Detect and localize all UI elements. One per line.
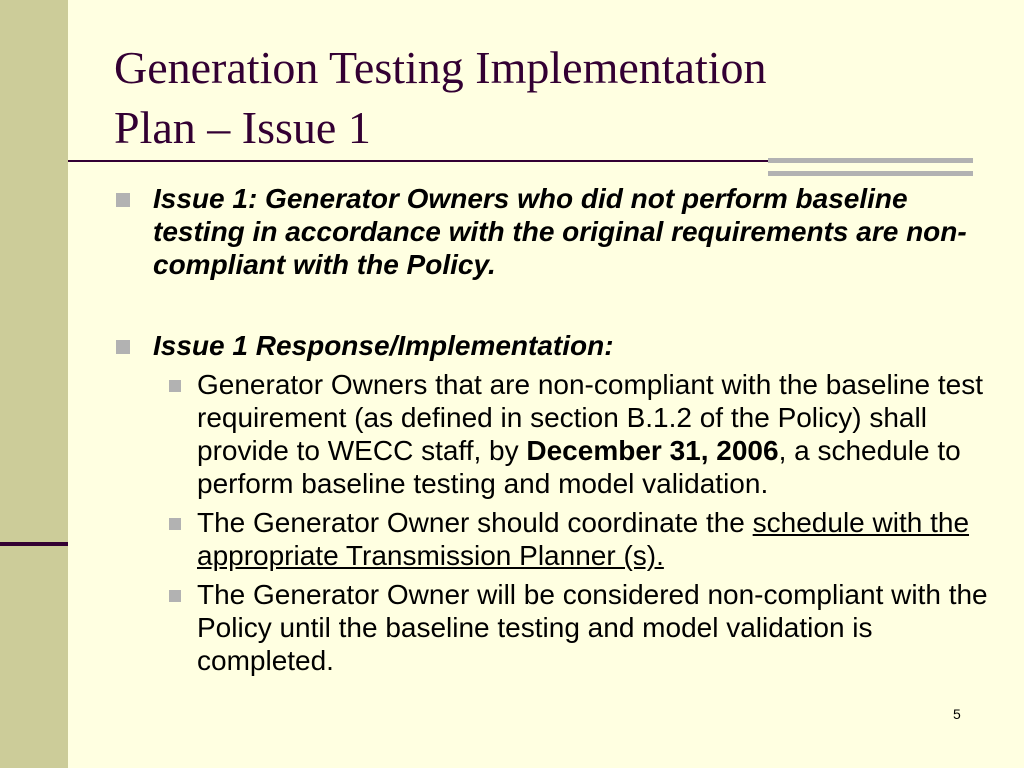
grey-bar-bottom (768, 171, 973, 176)
sidebar-rule (0, 542, 68, 546)
bullet-response-heading (116, 329, 996, 362)
deadline-date: December 31, 2006 (526, 435, 779, 466)
title-underline-rule (68, 160, 768, 162)
sub-bullet-1-text-after: , a schedule to perform baseline testing and model validation. (197, 435, 961, 499)
square-bullet-icon (169, 380, 181, 392)
sub-bullet-3 (116, 578, 996, 677)
square-bullet-icon (169, 518, 181, 530)
slide-number: 5 (953, 706, 961, 722)
square-bullet-icon (116, 193, 130, 207)
left-sidebar-band (0, 0, 68, 768)
decorative-grey-bars (768, 158, 973, 178)
sub-bullet-3-text: The Generator Owner will be considered non-compliant with the Policy until the baseline testing and model validation is completed. (197, 579, 988, 676)
sub-bullet-1-text-before: Generator Owners that are non-compliant with the baseline test requirement (as defined in section B.1.2 of the Policy) shall provide to WECC staff, by (197, 369, 983, 466)
sub-bullet-2 (116, 506, 996, 572)
title-line-1: Generation Testing Implementation (114, 42, 767, 93)
slide-body (116, 182, 996, 677)
title-line-2: Plan – Issue 1 (114, 102, 371, 153)
slide-title (114, 38, 994, 158)
bullet-response-heading-text: Issue 1 Response/Implementation: (153, 330, 614, 361)
square-bullet-icon (116, 340, 130, 354)
sub-bullet-2-text-before: The Generator Owner should coordinate the (197, 507, 753, 538)
sub-bullet-2-underlined: schedule with the appropriate Transmission Planner (s). (197, 507, 970, 571)
sub-bullet-1 (116, 368, 996, 500)
bullet-issue (116, 182, 996, 281)
grey-bar-top (768, 158, 973, 163)
square-bullet-icon (169, 590, 181, 602)
bullet-issue-text: Issue 1: Generator Owners who did not perform baseline testing in accordance with the original requirements are non-compliant with the Policy. (153, 183, 967, 280)
